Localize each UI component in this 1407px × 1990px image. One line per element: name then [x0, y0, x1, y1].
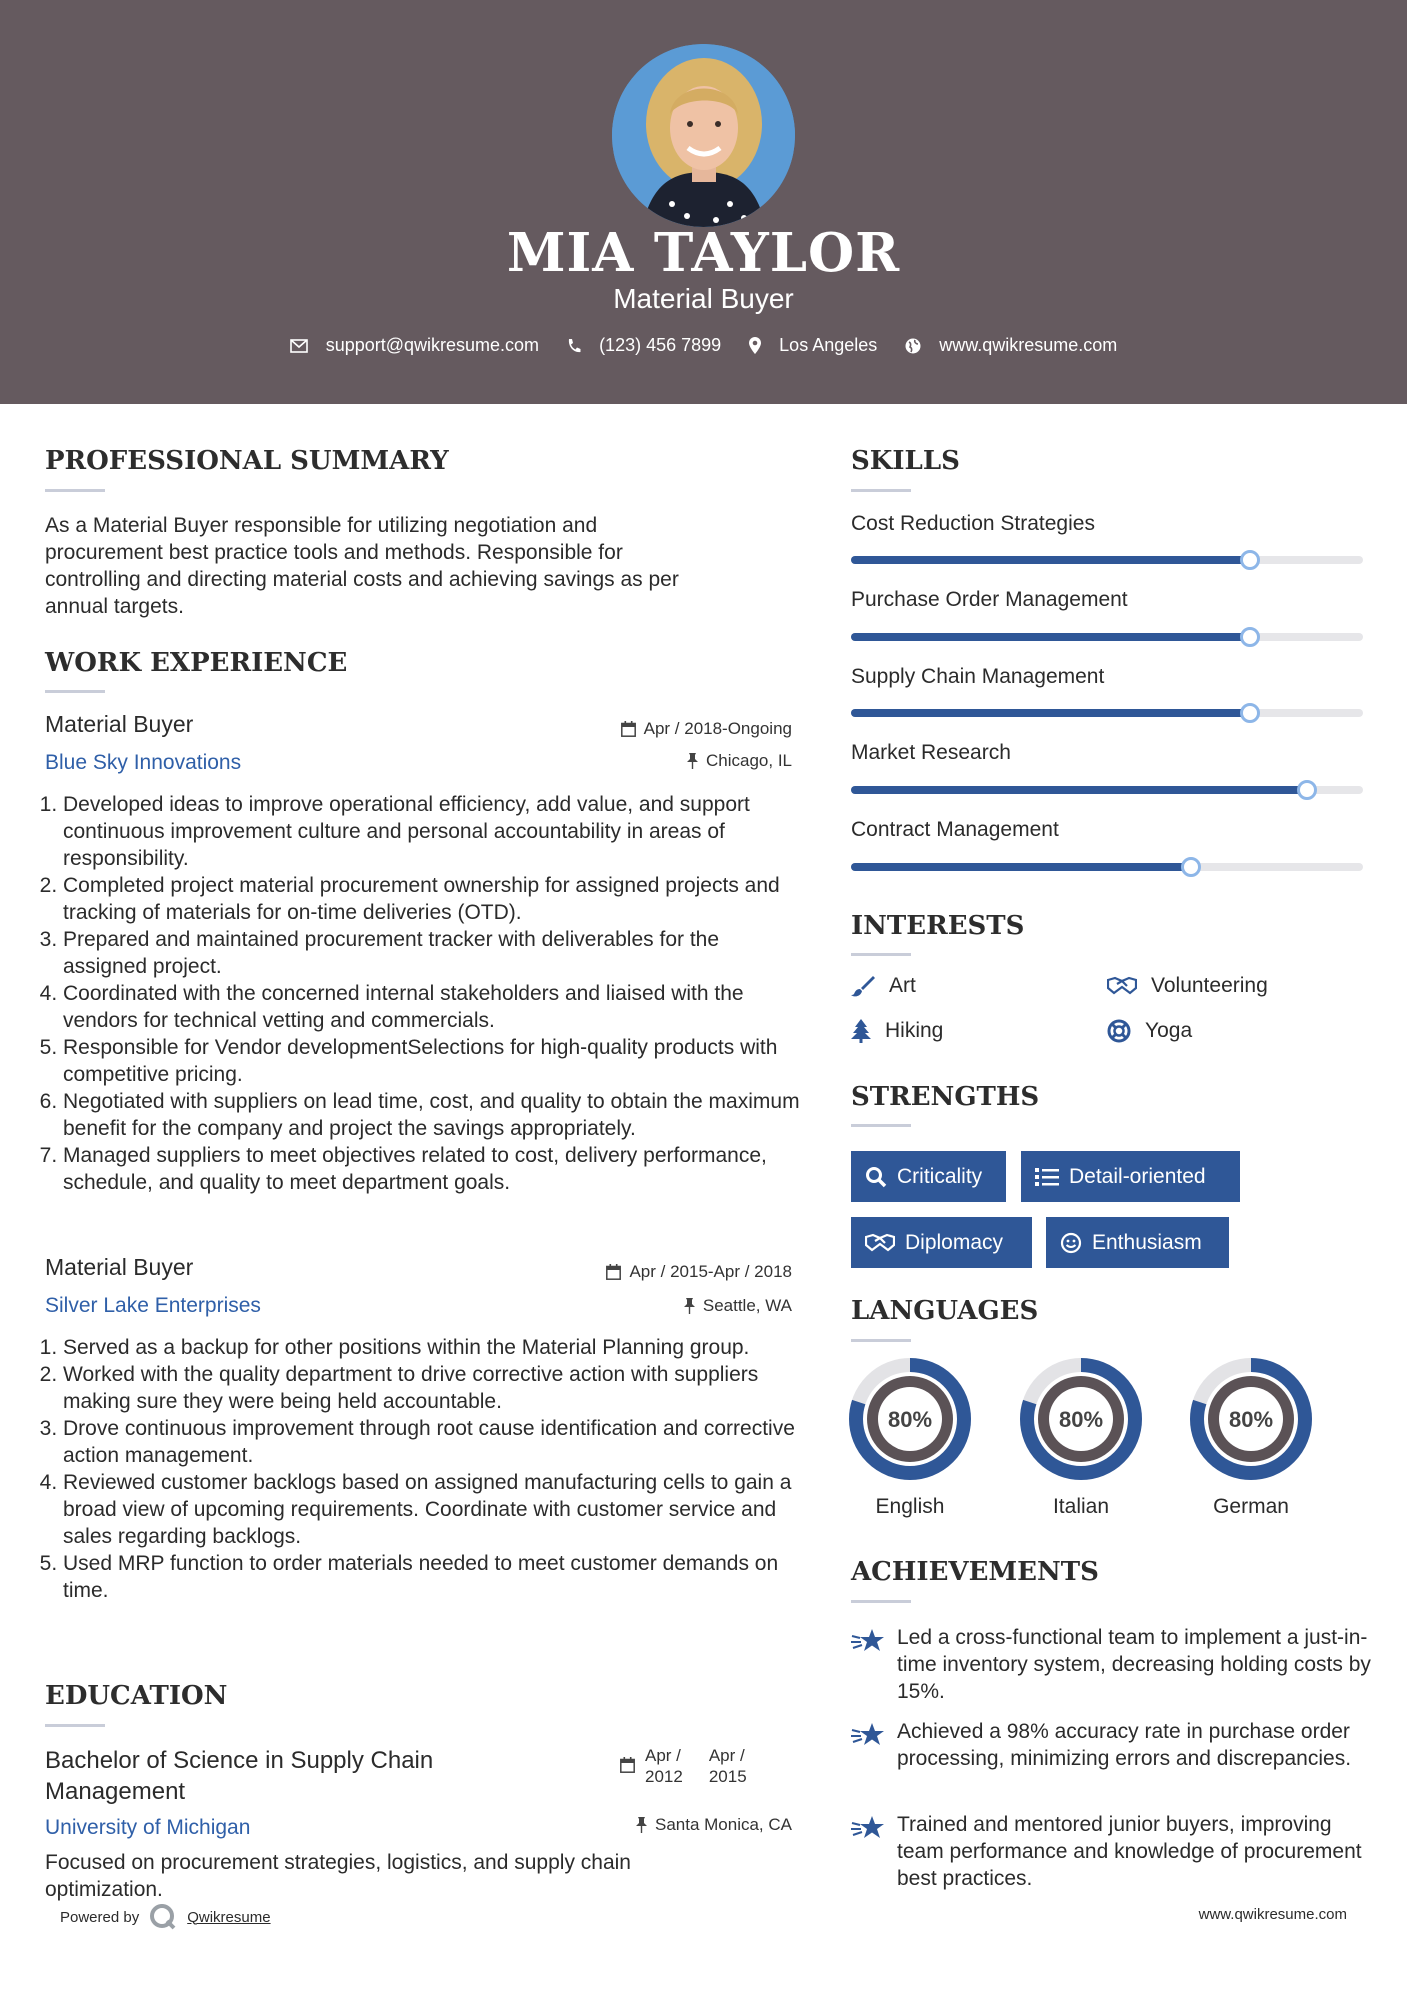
experience-divider — [45, 690, 105, 693]
lifebuoy-icon — [1107, 1019, 1131, 1043]
edu-start-month: Apr / — [645, 1746, 681, 1765]
skill-bar — [851, 786, 1363, 794]
strength-label: Diplomacy — [905, 1230, 1004, 1254]
achievement-item — [851, 1624, 1371, 1705]
pushpin-icon — [684, 1298, 695, 1314]
achievement-item — [851, 1811, 1371, 1892]
location-text: Los Angeles — [779, 335, 878, 355]
education-desc-line: optimization. — [45, 1878, 163, 1901]
job-location-text: Seattle, WA — [702, 1296, 792, 1315]
language-percent: 80% — [887, 1407, 933, 1432]
header-banner — [0, 0, 1407, 404]
edu-start-year: 2012 — [645, 1767, 683, 1786]
phone-icon — [567, 338, 581, 354]
skill-label: Contract Management — [851, 818, 1059, 841]
language-donut — [1190, 1358, 1312, 1485]
shooting-star-icon — [851, 1722, 885, 1748]
degree-line: Management — [45, 1778, 186, 1805]
job-title: Material Buyer — [45, 1254, 194, 1280]
job-company[interactable]: Silver Lake Enterprises — [45, 1294, 261, 1317]
strength-badge — [851, 1217, 1032, 1268]
job-dates-text: Apr / 2015-Apr / 2018 — [629, 1262, 792, 1281]
skill-label: Purchase Order Management — [851, 588, 1128, 611]
interests-divider — [851, 953, 911, 956]
handshake-icon — [865, 1233, 895, 1253]
job-duties-list — [45, 791, 805, 1196]
achievement-item — [851, 1718, 1371, 1772]
achievement-text: Achieved a 98% accuracy rate in purchase order processing, minimizing errors and discrepancies. — [897, 1720, 1352, 1770]
powered-by-text: Powered by — [60, 1908, 140, 1926]
language-donut-chart — [849, 1358, 971, 1480]
achievement-text: Trained and mentored junior buyers, improving team performance and knowledge of procurement best practices. — [897, 1813, 1362, 1890]
job-title: Material Buyer — [45, 711, 194, 737]
language-percent: 80% — [1228, 1407, 1274, 1432]
contact-location — [749, 335, 877, 356]
shooting-star-icon — [851, 1628, 885, 1654]
skill-bar — [851, 556, 1363, 564]
edu-end-month: Apr / — [708, 1746, 745, 1765]
list-item: 4. Reviewed customer backlogs based on assigned manufacturing cells to gain a broad view of upcoming requirements. Coordinate with customer service and sales regarding backlogs. — [63, 1469, 805, 1550]
map-pin-icon — [749, 337, 761, 354]
education-dates — [620, 1745, 747, 1787]
language-label: Italian — [1052, 1495, 1110, 1518]
list-icon — [1035, 1167, 1059, 1187]
skill-bar-fill — [851, 863, 1191, 871]
skill-bar-fill — [851, 786, 1307, 794]
skill-bar-knob — [1181, 857, 1201, 877]
skill-bar-knob — [1297, 780, 1317, 800]
interest-item — [1107, 1019, 1192, 1043]
skill-bar-fill — [851, 633, 1250, 641]
languages-heading: LANGUAGES — [851, 1296, 1039, 1326]
achievements-heading: ACHIEVEMENTS — [851, 1557, 1099, 1587]
phone-text: (123) 456 7899 — [599, 335, 722, 355]
qwikresume-logo-icon — [149, 1903, 177, 1931]
interest-label: Art — [889, 974, 916, 997]
summary-heading: PROFESSIONAL SUMMARY — [45, 446, 449, 476]
skill-bar-knob — [1240, 627, 1260, 647]
language-donut-chart — [1190, 1358, 1312, 1480]
summary-line: controlling and directing material costs and achieving savings as per — [45, 568, 679, 591]
globe-icon — [905, 338, 921, 354]
school-name[interactable]: University of Michigan — [45, 1816, 251, 1839]
skills-divider — [851, 489, 911, 492]
envelope-icon — [290, 339, 308, 353]
language-donut — [1020, 1358, 1142, 1485]
job-dates — [606, 1262, 792, 1282]
strength-badge — [851, 1151, 1006, 1202]
candidate-name: MIA TAYLOR — [506, 222, 901, 284]
list-item: 5. Used MRP function to order materials needed to meet customer demands on time. — [63, 1550, 805, 1604]
edu-end-year: 2015 — [708, 1767, 747, 1786]
list-item: 3. Prepared and maintained procurement tracker with deliverables for the assigned project. — [63, 926, 805, 980]
skill-bar-fill — [851, 709, 1250, 717]
strength-label: Detail-oriented — [1069, 1164, 1206, 1188]
strength-badge — [1046, 1217, 1229, 1268]
handshake-icon — [1107, 976, 1137, 996]
language-label: English — [875, 1495, 945, 1518]
contact-website[interactable] — [905, 335, 1117, 356]
calendar-icon — [606, 1264, 621, 1280]
interest-label: Volunteering — [1151, 974, 1268, 997]
summary-line: procurement best practice tools and methods. Responsible for — [45, 541, 623, 564]
language-label: German — [1213, 1495, 1289, 1518]
website-text: www.qwikresume.com — [939, 335, 1118, 355]
list-item: 1. Served as a backup for other positions within the Material Planning group. — [63, 1334, 805, 1361]
edu-end — [709, 1745, 747, 1787]
strength-label: Criticality — [897, 1164, 983, 1188]
shooting-star-icon — [851, 1815, 885, 1841]
language-donut-chart — [1020, 1358, 1142, 1480]
strengths-divider — [851, 1124, 911, 1127]
summary-divider — [45, 489, 105, 492]
job-duties-list — [45, 1334, 805, 1604]
interests-heading: INTERESTS — [851, 911, 1025, 941]
list-item: 5. Responsible for Vendor developmentSelections for high-quality products with competitive pricing. — [63, 1034, 805, 1088]
list-item: 6. Negotiated with suppliers on lead time, cost, and quality to obtain the maximum benefit for the company and project the savings appropriately. — [63, 1088, 805, 1142]
language-percent: 80% — [1058, 1407, 1104, 1432]
tree-icon — [851, 1019, 871, 1043]
interest-item — [851, 1019, 943, 1043]
list-item: 7. Managed suppliers to meet objectives related to cost, delivery performance, schedule, and quality to meet department goals. — [63, 1142, 805, 1196]
achievement-text: Led a cross-functional team to implement a just-in-time inventory system, decreasing holding costs by 15%. — [897, 1626, 1371, 1703]
email-text: support@qwikresume.com — [325, 335, 540, 355]
summary-text — [45, 512, 805, 620]
skill-label: Supply Chain Management — [851, 665, 1105, 688]
skill-label: Market Research — [851, 741, 1011, 764]
summary-line: annual targets. — [45, 595, 184, 618]
interest-item — [851, 974, 916, 998]
skill-bar — [851, 709, 1363, 717]
summary-line: As a Material Buyer responsible for utilizing negotiation and — [45, 514, 598, 537]
interest-label: Hiking — [885, 1019, 944, 1042]
list-item: 2. Worked with the quality department to drive corrective action with suppliers making sure they were being held accountable. — [63, 1361, 805, 1415]
footer-website[interactable]: www.qwikresume.com — [1198, 1906, 1347, 1923]
achievements-divider — [851, 1600, 911, 1603]
job-location-text: Chicago, IL — [706, 751, 792, 770]
paintbrush-icon — [851, 975, 875, 997]
job-location — [687, 751, 792, 771]
skills-heading: SKILLS — [851, 446, 960, 476]
education-description — [45, 1849, 805, 1903]
skill-label: Cost Reduction Strategies — [851, 512, 1095, 535]
education-heading: EDUCATION — [45, 1681, 228, 1711]
strength-label: Enthusiasm — [1092, 1230, 1202, 1254]
job-dates — [621, 719, 792, 739]
languages-divider — [851, 1339, 911, 1342]
list-item: 2. Completed project material procurement ownership for assigned projects and tracking of materials for on-time deliveries (OTD). — [63, 872, 805, 926]
degree-title — [45, 1745, 605, 1807]
skill-bar — [851, 863, 1363, 871]
job-company[interactable]: Blue Sky Innovations — [45, 751, 242, 774]
list-item: 4. Coordinated with the concerned internal stakeholders and liaised with the vendors for technical vetting and commercials. — [63, 980, 805, 1034]
contact-bar — [0, 335, 1407, 356]
skill-bar — [851, 633, 1363, 641]
profile-photo — [612, 44, 795, 227]
powered-by — [60, 1903, 271, 1931]
skill-bar-fill — [851, 556, 1250, 564]
strength-badge — [1021, 1151, 1240, 1202]
skill-bar-knob — [1240, 703, 1260, 723]
job-dates-text: Apr / 2018-Ongoing — [643, 719, 792, 738]
education-desc-line: Focused on procurement strategies, logistics, and supply chain — [45, 1851, 631, 1874]
pushpin-icon — [687, 753, 698, 769]
language-donut — [849, 1358, 971, 1485]
calendar-icon — [620, 1757, 635, 1773]
search-icon — [865, 1166, 887, 1188]
smile-icon — [1060, 1232, 1082, 1254]
contact-phone[interactable] — [567, 335, 721, 356]
contact-email[interactable] — [290, 335, 539, 356]
strengths-heading: STRENGTHS — [851, 1082, 1040, 1112]
job-location — [684, 1296, 792, 1316]
degree-line: Bachelor of Science in Supply Chain — [45, 1747, 434, 1774]
education-location — [636, 1815, 792, 1835]
skill-bar-knob — [1240, 550, 1260, 570]
education-divider — [45, 1724, 105, 1727]
pushpin-icon — [636, 1817, 647, 1833]
brand-link[interactable]: Qwikresume — [187, 1908, 271, 1926]
edu-start — [645, 1745, 683, 1787]
list-item: 3. Drove continuous improvement through root cause identification and corrective action management. — [63, 1415, 805, 1469]
experience-heading: WORK EXPERIENCE — [45, 648, 348, 678]
interest-item — [1107, 974, 1268, 998]
interest-label: Yoga — [1145, 1019, 1193, 1042]
education-location-text: Santa Monica, CA — [654, 1815, 792, 1834]
calendar-icon — [621, 721, 636, 737]
list-item: 1. Developed ideas to improve operational efficiency, add value, and support continuous improvement culture and personal accountability in areas of responsibility. — [63, 791, 805, 872]
candidate-title: Material Buyer — [613, 283, 794, 314]
